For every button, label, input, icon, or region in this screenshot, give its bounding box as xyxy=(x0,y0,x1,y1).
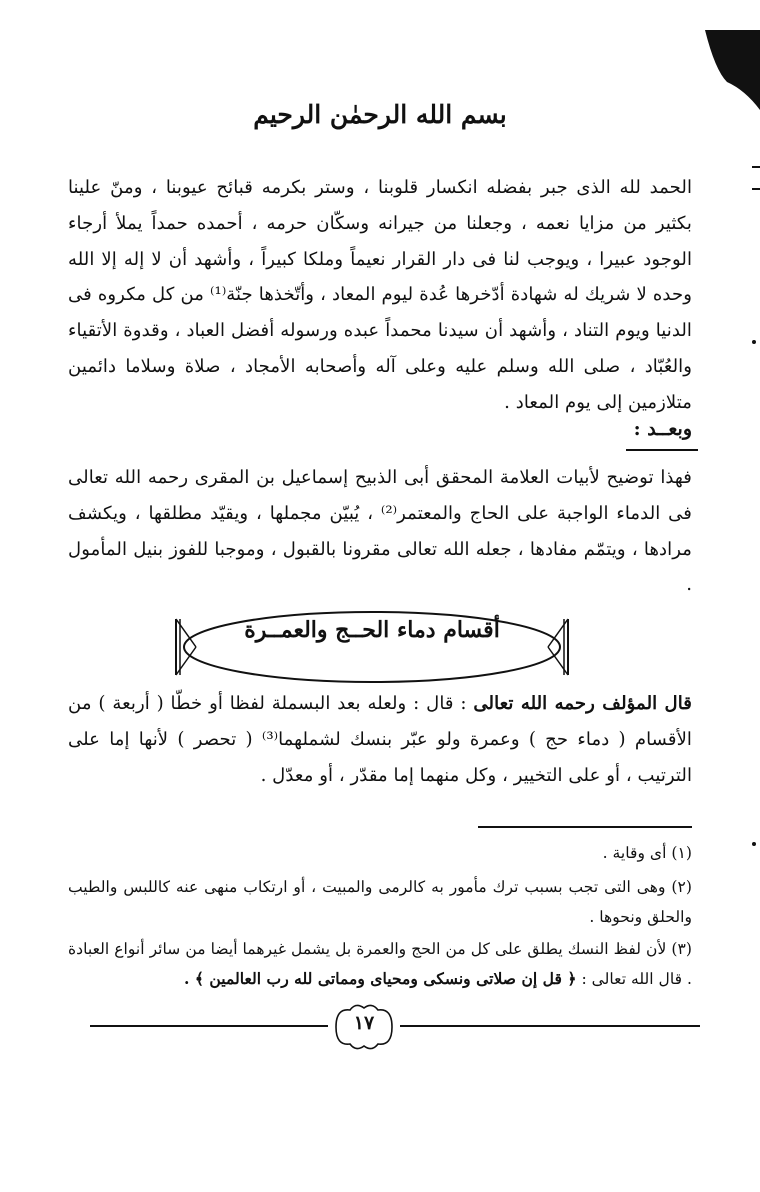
introduction-paragraph: الحمد لله الذى جبر بفضله انكسار قلوبنا ، وستر بكرمه قبائح عيوبنا ، ومنّ علينا بكثير من مزايا نعمه ، وجعلنا من جيرانه وسكّان حرمه ، أحمده حمداً يملأ أرجاء الوجود عبيرا ، ويوجب لنا فى دار القرار نعيماً وملكا كبيراً ، وأشهد أن لا إله إلا الله وحده لا شريك له شهادة أدّخرها عُدة ليوم المعاد ، وأتّخذها جنّة⁽¹⁾ من كل مكروه فى الدنيا ويوم التناد ، وأشهد أن سيدنا محمداً عبده ورسوله أفضل العباد ، وقدوة الأتقياء والعُبّاد ، صلى الله وسلم عليه وعلى آله وأصحابه الأمجاد ، صلاة وسلاما دائمين متلازمين إلى يوم المعاد . xyxy=(68,177,692,413)
matn-paragraph xyxy=(68,686,692,793)
footer-rule-left xyxy=(90,1025,328,1027)
purpose-paragraph: فهذا توضيح لأبيات العلامة المحقق أبى الذبيح إسماعيل بن المقرى رحمه الله تعالى فى الدماء الواجبة على الحاج والمعتمر⁽²⁾ ، يُبيّن مجملها ، ويقيّد مطلقها ، ويكشف مرادها ، ويتمّم مفادها ، جعله الله تعالى مقرونا بالقبول ، وموجبا للفوز بنيل المأمول . xyxy=(68,467,692,596)
footnote-separator xyxy=(478,826,692,828)
basmala-heading: بسم الله الرحمٰن الرحيم xyxy=(253,100,507,129)
footnote-3 xyxy=(68,934,692,994)
footnote-2: (٢) وهى التى تجب بسبب ترك مأمور به كالرمى والمبيت ، أو ارتكاب منهى عنه كاللبس والطيب والحلق ونحوها . xyxy=(68,878,692,926)
quran-quote: ﴿ قل إن صلاتى ونسكى ومحياى ومماتى لله رب العالمين ﴾ . xyxy=(183,969,577,988)
section-opening-word: وبعــد : xyxy=(633,418,692,440)
scan-corner-mark xyxy=(705,30,760,110)
footnote-3-text: (٣) لأن لفظ النسك يطلق على كل من الحج والعمرة بل يشمل غيرهما أيضا من سائر أنواع العبادة . قال الله تعالى : xyxy=(68,940,692,988)
author-attribution: قال المؤلف رحمه الله تعالى xyxy=(473,693,693,714)
edge-dash xyxy=(752,166,760,168)
opening-word-underline xyxy=(626,449,698,451)
edge-dot xyxy=(752,340,756,344)
edge-dot xyxy=(752,842,756,846)
footnote-1: (١) أى وقاية . xyxy=(602,844,692,862)
page-number: ١٧ xyxy=(353,1012,375,1034)
footer-rule-right xyxy=(400,1025,700,1027)
matn-body: : قال : ولعله بعد البسملة لفظا أو خطّا ( أربعة ) من الأقسام ( دماء حج ) وعمرة ولو عبّر بنسك لشملهما⁽³⁾ ( تحصر ) لأنها إما على الترتيب ، أو على التخيير ، وكل منهما إما مقدّر ، أو معدّل . xyxy=(68,693,692,786)
edge-dash xyxy=(752,188,760,190)
section-heading: أقسام دماء الحــج والعمــرة xyxy=(244,617,500,643)
